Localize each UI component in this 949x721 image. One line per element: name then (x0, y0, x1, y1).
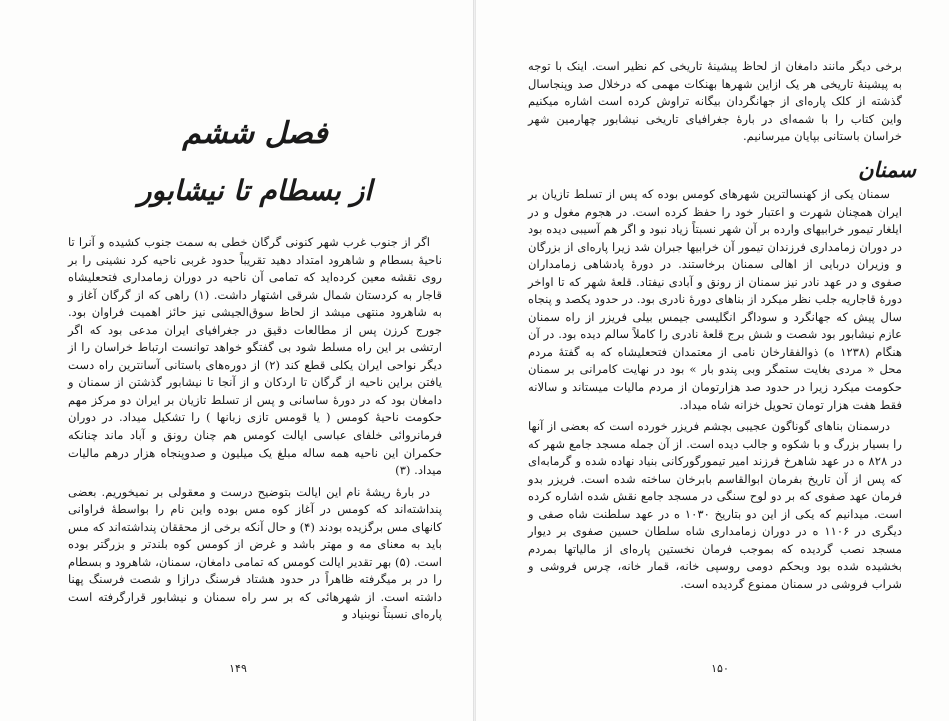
page-number: ۱۴۹ (229, 662, 247, 675)
paragraph: برخی دیگر مانند دامغان از لحاظ پیشینهٔ تاریخی کم نظیر است. اینک با توجه به پیشینهٔ تاریخی هر یک ازاین شهرها بهنکات مهمی که درخلال صد وپنجاسال گذشته از کلک پاره‌ای از جهانگردان بیگانه تراوش کرده است اشاره میکنیم واین کتاب را با شمه‌ای در بارهٔ جغرافیای تاریخی نیشابور چهارمین شهر خراسان باستانی بپایان میرسانیم. (528, 59, 902, 144)
paragraph: اگر از جنوب غرب شهر کنونی گرگان خطی به سمت جنوب کشیده و آنرا تا ناحیهٔ بسطام و شاهرود امتداد دهید تقریباً حدود غربی ناحیه کرد نشینی را بر روی نقشه معین کرده‌اید که تمامی آن ناحیه در دوران زمامداری فتحعلیشاه قاجار به کردستان شمال شرقی اشتهار داشت. (۱) راهی که از گرگان آغاز و به شاهرود منتهی میشد از لحاظ سوق‌الجیشی نیز حائز اهمیت فراوان بود. جورج کرزن پس از مطالعات دقیق در جغرافیای ایران مدعی بود که اگر ارتشی بر این راه مسلط شود بی گفتگو خواهد توانست ارتباط خراسان را از دیگر نواحی ایران یکلی قطع کند (۲) از دوره‌های باستانی آسانترین راه دست یافتن براین ناحیه از گرگان تا اردکان و از آنجا تا نیشابور گذشتن از سمنان و دامغان بود که در دورهٔ ساسانی و پس از تسلط تازیان بر ایران دو مرکز مهم حکومت ناحیهٔ کومس ( یا قومس تازی زبانها ) را تشکیل میداد. در دوران فرمانروائی خلفای عباسی ایالت کومس هم چنان رونق و آباد ماند چنانکه حکمران این ناحیه همه ساله مبلغ یک میلیون و صدوپنجاه هزار درهم مالیات میداد. (۳) (68, 235, 442, 478)
chapter-title: فصل ششم (182, 116, 328, 151)
section-heading: سمنان (858, 157, 916, 182)
right-page-body (528, 186, 902, 594)
chapter-subtitle: از بسطام تا نیشابور (137, 174, 372, 207)
left-page (0, 0, 474, 721)
intro-text (528, 58, 902, 146)
paragraph: درسمنان بناهای گوناگون عجیبی بچشم فریزر خورده است که بعضی از آنها را بسیار بزرگ و با شکوه و جالب دیده است. از آن جمله مسجد جامع شهر که در ۸۲۸ ه در عهد شاهرخ فرزند امیر تیمورگورکانی بنیاد نهاده شده و گرمابه‌ای که پس از آن تاریخ بفرمان ابوالقاسم بابرخان ساخته شده است. فریزر بدو فرمان عهد صفوی که بر دو لوح سنگی در مسجد جامع نقش شده اشاره کرده است. میدانیم که یکی از این دو بتاریخ ۱۰۳۰ ه در عهد سلطنت شاه صفی و دیگری در ۱۱۰۶ ه در دوران زمامداری شاه سلطان حسین صفوی بر دیوار مسجد نصب گردیده که بموجب فرمان نخستین پاره‌ای از مالیاتها بمردم بخشیده شده بود وبحکم دومی روسپی خانه، قمار خانه، چرس فروشی و شراب فروشی در سمنان ممنوع گردیده است. (528, 419, 902, 592)
left-page-body (68, 234, 442, 624)
page-number: ۱۵۰ (711, 662, 729, 675)
paragraph: سمنان یکی از کهنسالترین شهرهای کومس بوده که پس از تسلط تازیان بر ایران همچنان شهرت و اعتبار خود را حفظ کرده است. در هجوم مغول و در ایلغار تیمور خرابیهای وارده بر آن شهر نسبتاً زیاد نبود و اگر هم آسیبی دیده بود در دوران زمامداری فرزندان تیمور آن خرابیها جبران شد زیرا پاره‌ای از بزرگان و وزیران دربایی از اهالی سمنان برخاستند. در دورهٔ پادشاهی زمامداران صفوی و در عهد نادر نیز سمنان از رونق و آبادی نیفتاد. قلعهٔ شهر که تا اواخر دورهٔ قاجاریه جلب نظر میکرد از بناهای دورهٔ نادری بود. در حدود یکصد و پنجاه سال پیش که جهانگرد و سوداگر انگلیسی جیمس بیلی فریزر از راه سمنان عازم نیشابور بود شصت و شش برج قلعهٔ نادری را کاملاً سالم دیده بود. در آن هنگام (۱۲۳۸ ه) ذوالفقارخان نامی از معتمدان فتحعلیشاه که به گفتهٔ مردم محل « مردی بغایت ستمگر وبی پندو بار » بود در نهایت کامرانی بر سمنان حکومت میکرد زیرا در حدود صد هزارتومان از مردم مالیات میستاند و سالانه فقط هفت هزار تومان تحویل خزانه شاه میداد. (528, 187, 903, 412)
right-page (476, 0, 949, 721)
paragraph: در بارهٔ ریشهٔ نام این ایالت بتوضیح درست و معقولی بر نمیخوریم. بعضی پنداشته‌اند که کومس در آغاز کوه مس بوده واین نام را بواسطهٔ فراوانی کانهای مس برگزیده بودند (۴) و حال آنکه برخی از محققان پنداشته‌اند که مس باید به معنای مه و مهتر باشد و غرض از کومس کوه بلندتر و بزرگتر بوده است. (۵) بهر تقدیر ایالت کومس که تمامی دامغان، سمنان، شاهرود و بسطام را در بر میگرفته ظاهراً در حدود هشتاد فرسنگ درازا و شصت فرسنگ پهنا داشته است. از شهرهائی که بر سر راه سمنان و نیشابور قرارگرفته است پاره‌ای نسبتاً نوبنیاد و (68, 484, 443, 622)
